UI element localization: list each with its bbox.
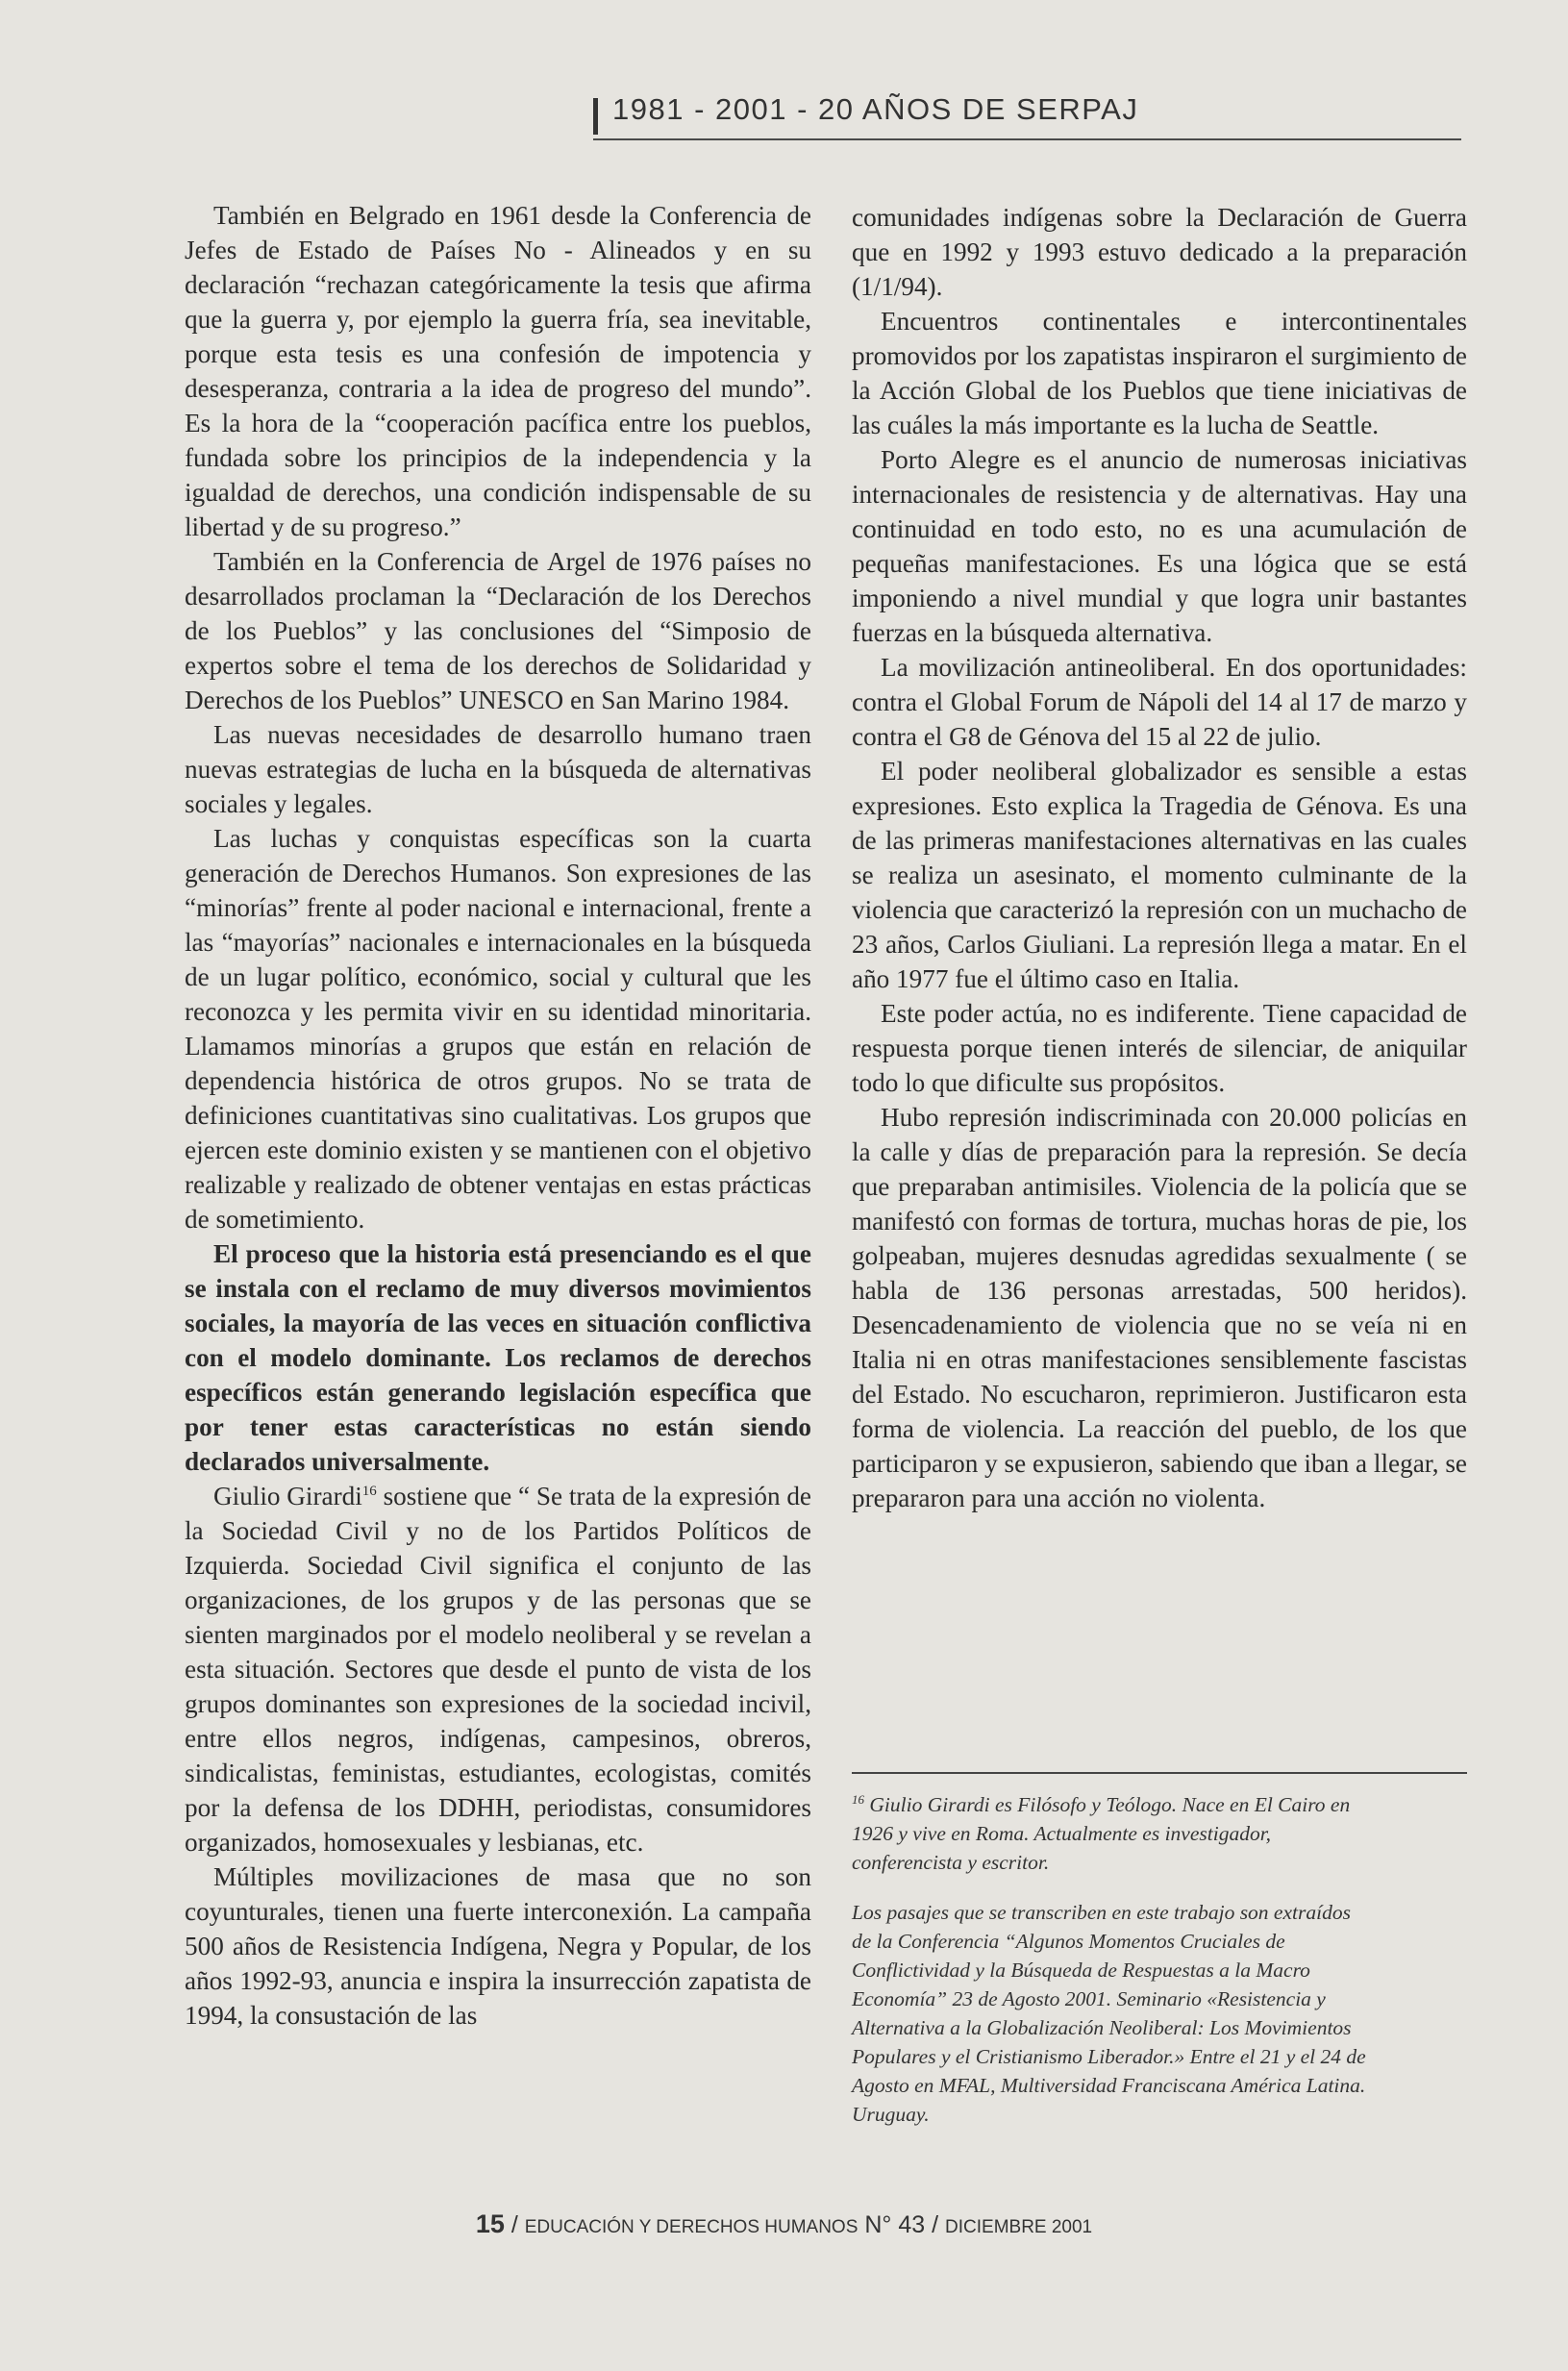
paragraph: Este poder actúa, no es indiferente. Tiene capacidad de respuesta porque tienen interés de silenciar, de aniquilar todo lo que dificulte sus propósitos. xyxy=(852,999,1467,1097)
publication-name: EDUCACIÓN Y DERECHOS HUMANOS xyxy=(524,2217,859,2237)
paragraph: comunidades indígenas sobre la Declaración de Guerra que en 1992 y 1993 estuvo dedicado a la preparación (1/1/94). xyxy=(852,203,1467,301)
running-header xyxy=(593,92,1461,140)
issue-date: DICIEMBRE 2001 xyxy=(945,2217,1093,2237)
footnote-16 xyxy=(852,1790,1371,1877)
footnote-text: Giulio Girardi es Filósofo y Teólogo. Nace en El Cairo en 1926 y vive en Roma. Actualmente es investigador, conferencista y escritor. xyxy=(852,1793,1351,1874)
source-note: Los pasajes que se transcriben en este trabajo son extraídos de la Conferencia “Algunos Momentos Cruciales de Conflictividad y la Búsqueda de Respuestas a la Macro Economía” 23 de Agosto 2001. Seminario «Resistencia y Alternativa a la Globalización Neoliberal: Los Movimientos Populares y el Cristianismo Liberador.» Entre el 21 y el 24 de Agosto en MFAL, Multiversidad Franciscana América Latina. Uruguay. xyxy=(852,1901,1366,2126)
paragraph: También en la Conferencia de Argel de 1976 países no desarrollados proclaman la “Declaración de los Derechos de los Pueblos” y las conclusiones del “Simposio de expertos sobre el tema de los derechos de Solidaridad y Derechos de los Pueblos” UNESCO en San Marino 1984. xyxy=(185,547,811,714)
footnote-reference: 16 xyxy=(361,1483,377,1499)
right-column xyxy=(852,200,1467,1515)
paragraph: Las nuevas necesidades de desarrollo humano traen nuevas estrategias de lucha en la búsqueda de alternativas sociales y legales. xyxy=(185,720,811,818)
girardi-quote: sostiene que “ Se trata de la expresión de la Sociedad Civil y no de los Partidos Políticos de Izquierda. Sociedad Civil significa el conjunto de las organizaciones, de los grupos y de las personas que se sienten marginados por el modelo neoliberal y se revelan a esta situación. Sectores que desde el punto de vista de los grupos dominantes son expresiones de la sociedad incivil, entre ellos negros, indígenas, campesinos, obreros, sindicalistas, feministas, estudiantes, ecologistas, comités por la defensa de los DDHH, periodistas, consumidores organizados, homosexuales y lesbianas, etc. xyxy=(185,1482,812,1857)
bold-paragraph: El proceso que la historia está presenciando es el que se instala con el reclamo de muy diversos movimientos sociales, la mayoría de las veces en situación conflictiva con el modelo dominante. Los reclamos de derechos específicos están generando legislación específica que por tener estas características no están siendo declarados universalmente. xyxy=(185,1239,811,1476)
paragraph-girardi xyxy=(185,1479,811,1859)
page-footer xyxy=(0,2209,1568,2239)
paragraph: Hubo represión indiscriminada con 20.000 policías en la calle y días de preparación para la represión. Se decía que preparaban antimisiles. Violencia de la policía que se manifestó con formas de tortura, muchas horas de pie, los golpeaban, mujeres desnudas agredidas sexualmente ( se habla de 136 personas arrestadas, 500 heridos). Desencadenamiento de violencia que no se veía ni en Italia ni en otras manifestaciones sensiblemente fascistas del Estado. No escucharon, reprimieron. Justificaron esta forma de violencia. La reacción del pueblo, de los que participaron y se expusieron, sabiendo que iban a llegar, se prepararon para una acción no violenta. xyxy=(852,1103,1467,1512)
paragraph: Encuentros continentales e intercontinentales promovidos por los zapatistas inspiraron el surgimiento de la Acción Global de los Pueblos que tiene iniciativas de las cuáles la más importante es la lucha de Seattle. xyxy=(852,307,1467,439)
paragraph: El poder neoliberal globalizador es sensible a estas expresiones. Esto explica la Tragedia de Génova. Es una de las primeras manifestaciones alternativas en las cuales se realiza un asesinato, el momento culminante de la violencia que caracterizó la represión con un muchacho de 23 años, Carlos Giuliani. La represión llega a matar. En el año 1977 fue el último caso en Italia. xyxy=(852,757,1467,993)
header-title: 1981 - 2001 - 20 AÑOS DE SERPAJ xyxy=(612,92,1139,126)
left-column xyxy=(185,198,811,2033)
footer-separator: / xyxy=(510,2211,518,2238)
issue-number: N° 43 xyxy=(864,2211,926,2238)
paragraph: También en Belgrado en 1961 desde la Conferencia de Jefes de Estado de Países No - Alineados y en su declaración “rechazan categóricamente la tesis que afirma que la guerra y, por ejemplo la guerra fría, sea inevitable, porque esta tesis es una confesión de impotencia y desesperanza, contraria a la idea de progreso del mundo”. Es la hora de la “cooperación pacífica entre los pueblos, fundada sobre los principios de la independencia y la igualdad de derechos, una condición indispensable de su libertad y de su progreso.” xyxy=(185,201,811,541)
paragraph: Las luchas y conquistas específicas son la cuarta generación de Derechos Humanos. Son expresiones de las “minorías” frente al poder nacional e internacional, frente a las “mayorías” nacionales e internacionales en la búsqueda de un lugar político, económico, social y cultural que les reconozca y les permita vivir en su identidad minoritaria. Llamamos minorías a grupos que están en relación de dependencia histórica de otros grupos. No se trata de definiciones cuantitativas sino cualitativas. Los grupos que ejercen este dominio existen y se mantienen con el objetivo realizable y realizado de obtener ventajas en estas prácticas de sometimiento. xyxy=(185,824,811,1234)
footnote-marker: 16 xyxy=(852,1791,864,1807)
header-bar xyxy=(593,98,598,135)
footnote-divider xyxy=(852,1772,1467,1774)
footer-separator-2: / xyxy=(932,2211,939,2238)
paragraph: Múltiples movilizaciones de masa que no son coyunturales, tienen una fuerte interconexión. La campaña 500 años de Resistencia Indígena, Negra y Popular, de los años 1992-93, anuncia e inspira la insurrección zapatista de 1994, la consustación de las xyxy=(185,1862,811,2030)
paragraph: Porto Alegre es el anuncio de numerosas iniciativas internacionales de resistencia y de alternativas. Hay una continuidad en todo esto, no es una acumulación de pequeñas manifestaciones. Es una lógica que se está imponiendo a nivel mundial y que logra unir bastantes fuerzas en la búsqueda alternativa. xyxy=(852,445,1467,647)
footnotes xyxy=(852,1790,1371,2150)
paragraph: La movilización antineoliberal. En dos oportunidades: contra el Global Forum de Nápoli del 14 al 17 de marzo y contra el G8 de Génova del 15 al 22 de julio. xyxy=(852,653,1467,751)
page-number: 15 xyxy=(475,2209,505,2238)
girardi-name: Giulio Girardi xyxy=(213,1482,362,1510)
